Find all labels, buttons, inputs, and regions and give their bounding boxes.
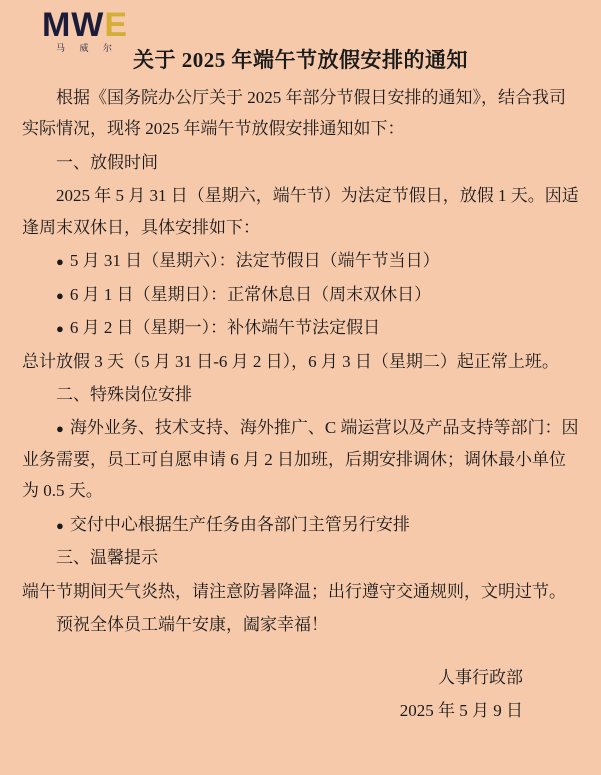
signature-block bbox=[22, 662, 579, 727]
page-title: 关于 2025 年端午节放假安排的通知 bbox=[133, 48, 468, 72]
list-item bbox=[22, 245, 579, 276]
signature-date: 2025 年 5 月 9 日 bbox=[399, 700, 523, 720]
list-item-label: 海外业务、技术支持、海外推广、C 端运营以及产品支持等部门：因业务需要，员工可自愿申请 6 月 2 日加班，后期安排调休；调休最小单位为 0.5 天。 bbox=[22, 418, 579, 501]
bullet-icon: ● bbox=[56, 254, 64, 270]
section-2-heading: 二、特殊岗位安排 bbox=[56, 384, 192, 404]
bullet-icon: ● bbox=[56, 517, 64, 533]
list-item-label: 交付中心根据生产任务由各部门主管另行安排 bbox=[69, 514, 410, 534]
bullet-icon: ● bbox=[56, 321, 64, 337]
section-3-text-1: 端午节期间天气炎热，请注意防暑降温；出行遵守交通规则，文明过节。 bbox=[22, 581, 566, 601]
section-1-summary: 总计放假 3 天（5 月 31 日-6 月 2 日），6 月 3 日（星期二）起正常上班。 bbox=[22, 351, 559, 371]
bullet-icon: ● bbox=[56, 421, 64, 437]
bullet-icon: ● bbox=[56, 287, 64, 303]
logo-subtitle: 马 威 尔 bbox=[55, 43, 118, 53]
section-3-heading: 三、温馨提示 bbox=[56, 548, 158, 568]
intro-paragraph: 根据《国务院办公厅关于 2025 年部分节假日安排的通知》，结合我司实际情况，现将 2025 年端午节放假安排通知如下： bbox=[22, 88, 566, 139]
list-item-label: 6 月 2 日（星期一）：补休端午节法定假日 bbox=[69, 318, 381, 338]
section-1-text: 2025 年 5 月 31 日（星期六，端午节）为法定节假日，放假 1 天。因适逢周末双休日，具体安排如下： bbox=[22, 186, 579, 237]
logo-wordmark-main: MW bbox=[41, 6, 105, 44]
list-item-label: 6 月 1 日（星期日）：正常休息日（周末双休日） bbox=[69, 284, 432, 304]
list-item bbox=[22, 279, 579, 310]
company-logo bbox=[30, 8, 140, 53]
signature-department: 人事行政部 bbox=[438, 668, 523, 688]
section-1-heading: 一、放假时间 bbox=[56, 152, 158, 172]
list-item-label: 5 月 31 日（星期六）：法定节假日（端午节当日） bbox=[69, 251, 440, 271]
document-body bbox=[22, 82, 579, 640]
section-3-text-2: 预祝全体员工端午安康，阖家幸福！ bbox=[56, 615, 328, 634]
list-item bbox=[22, 312, 579, 343]
logo-wordmark bbox=[42, 8, 128, 42]
list-item bbox=[22, 412, 579, 506]
logo-wordmark-accent: E bbox=[104, 6, 129, 44]
list-item bbox=[22, 509, 579, 540]
